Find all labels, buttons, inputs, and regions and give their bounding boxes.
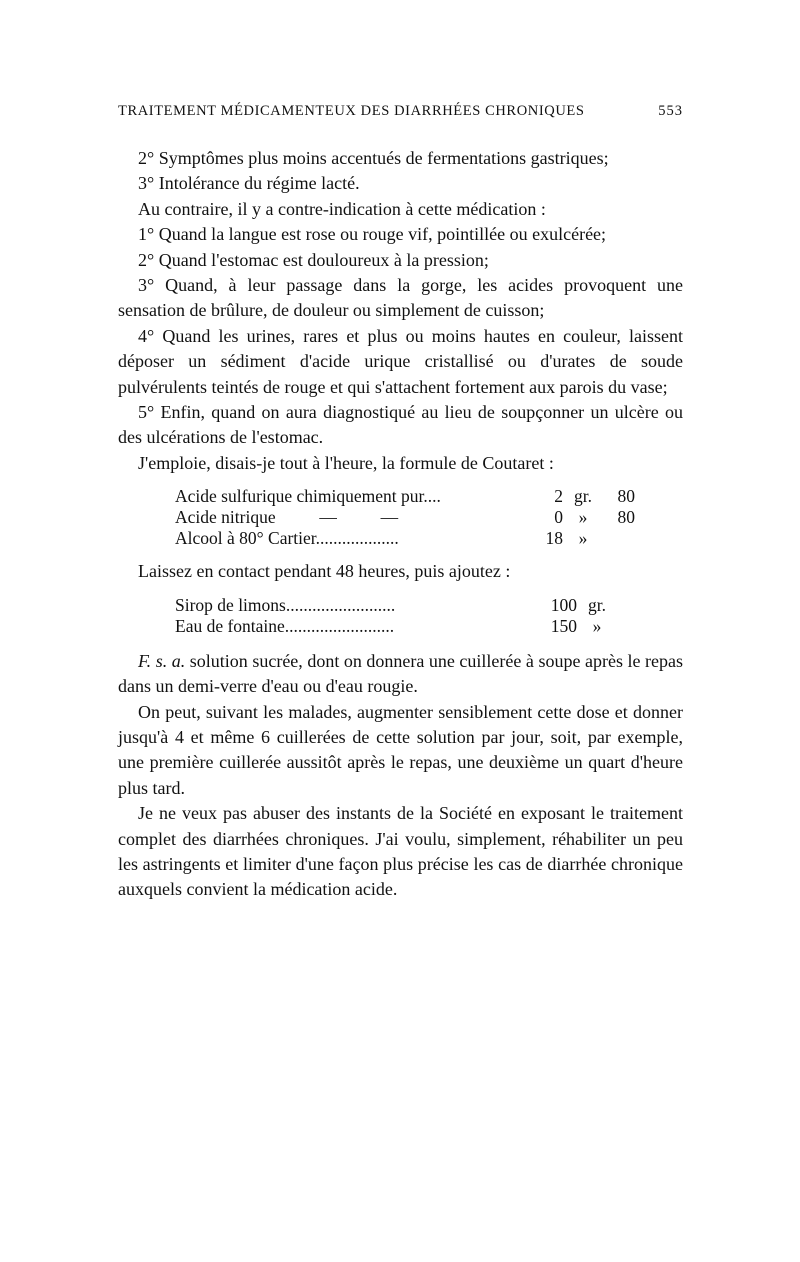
paragraph: 3° Quand, à leur passage dans la gorge, les acides provoquent une sensation de brûlure, de douleur ou simplement de cuisson; (118, 275, 683, 321)
ingredient-unit: gr. (588, 594, 606, 615)
running-head-title: TRAITEMENT MÉDICAMENTEUX DES DIARRHÉES CHRONIQUES (118, 103, 585, 119)
paragraph: J'emploie, disais-je tout à l'heure, la formule de Coutaret : (138, 452, 554, 473)
paragraph: 3° Intolérance du régime lacté. (138, 173, 360, 194)
ingredient-quantity: 100 (550, 594, 577, 615)
fsa-text: solution sucrée, dont on donnera une cuillerée à soupe après le repas dans un demi-verre d'eau ou d'eau rougie. (118, 650, 683, 697)
paragraph: Laissez en contact pendant 48 heures, puis ajoutez : (138, 561, 511, 582)
paragraph: Je ne veux pas abuser des instants de la Société en exposant le traitement complet des diarrhées chroniques. J'ai voulu, simplement, réhabiliter un peu les astringents et limiter d'une façon plus précise les cas de diarrhée chronique auxquels convient la médication acide. (118, 803, 683, 900)
ingredient-unit: » (578, 528, 588, 549)
paragraph: On peut, suivant les malades, augmenter sensiblement cette dose et donner jusqu'à 4 et même 6 cuillerées de cette solution par jour, soit, par exemple, une première cuillerée aussitôt après le repas, une deuxième un quart d'heure plus tard. (118, 701, 683, 798)
ingredient-quantity: 0 (554, 507, 563, 528)
paragraph: Au contraire, il y a contre-indication à cette médication : (138, 198, 546, 219)
formula-row (175, 616, 617, 637)
running-head (118, 103, 683, 120)
ingredient-quantity: 18 (545, 528, 563, 549)
fsa-abbreviation: F. s. a. (138, 650, 186, 671)
ingredient-name: Acide nitrique — — (175, 507, 399, 528)
formula-row (175, 507, 635, 528)
paragraph (118, 649, 683, 700)
ingredient-quantity: 150 (550, 615, 577, 636)
ingredient-name: Sirop de limons......................... (175, 594, 396, 615)
ingredient-decimals: 80 (617, 486, 635, 507)
formula-table-2 (175, 595, 617, 637)
ingredient-unit: » (578, 507, 588, 528)
ingredient-name: Alcool à 80° Cartier................... (175, 528, 399, 549)
formula-row (175, 528, 635, 549)
ingredient-name: Eau de fontaine......................... (175, 615, 395, 636)
ingredient-unit: gr. (574, 486, 592, 507)
ingredient-quantity: 2 (554, 486, 563, 507)
formula-row (175, 486, 635, 507)
ingredient-name: Acide sulfurique chimiquement pur.... (175, 486, 441, 507)
paragraph: 5° Enfin, quand on aura diagnostiqué au lieu de soupçonner un ulcère ou des ulcérations de l'estomac. (118, 402, 683, 448)
ingredient-unit: » (592, 615, 602, 636)
paragraph: 4° Quand les urines, rares et plus ou moins hautes en couleur, laissent déposer un sédiment d'acide urique cristallisé ou d'urates de soude pulvérulents teintés de rouge et qui s'attachent fortement aux parois du vase; (118, 325, 683, 397)
formula-row (175, 595, 617, 616)
page-number: 553 (658, 103, 683, 119)
paragraph: 2° Quand l'estomac est douloureux à la pression; (138, 249, 489, 270)
ingredient-decimals (603, 528, 635, 549)
page-body (118, 146, 683, 903)
paragraph: 2° Symptômes plus moins accentués de fermentations gastriques; (138, 148, 609, 168)
ingredient-decimals: 80 (617, 507, 635, 528)
paragraph: 1° Quand la langue est rose ou rouge vif, pointillée ou exulcérée; (138, 224, 607, 245)
formula-table-1 (175, 486, 635, 549)
